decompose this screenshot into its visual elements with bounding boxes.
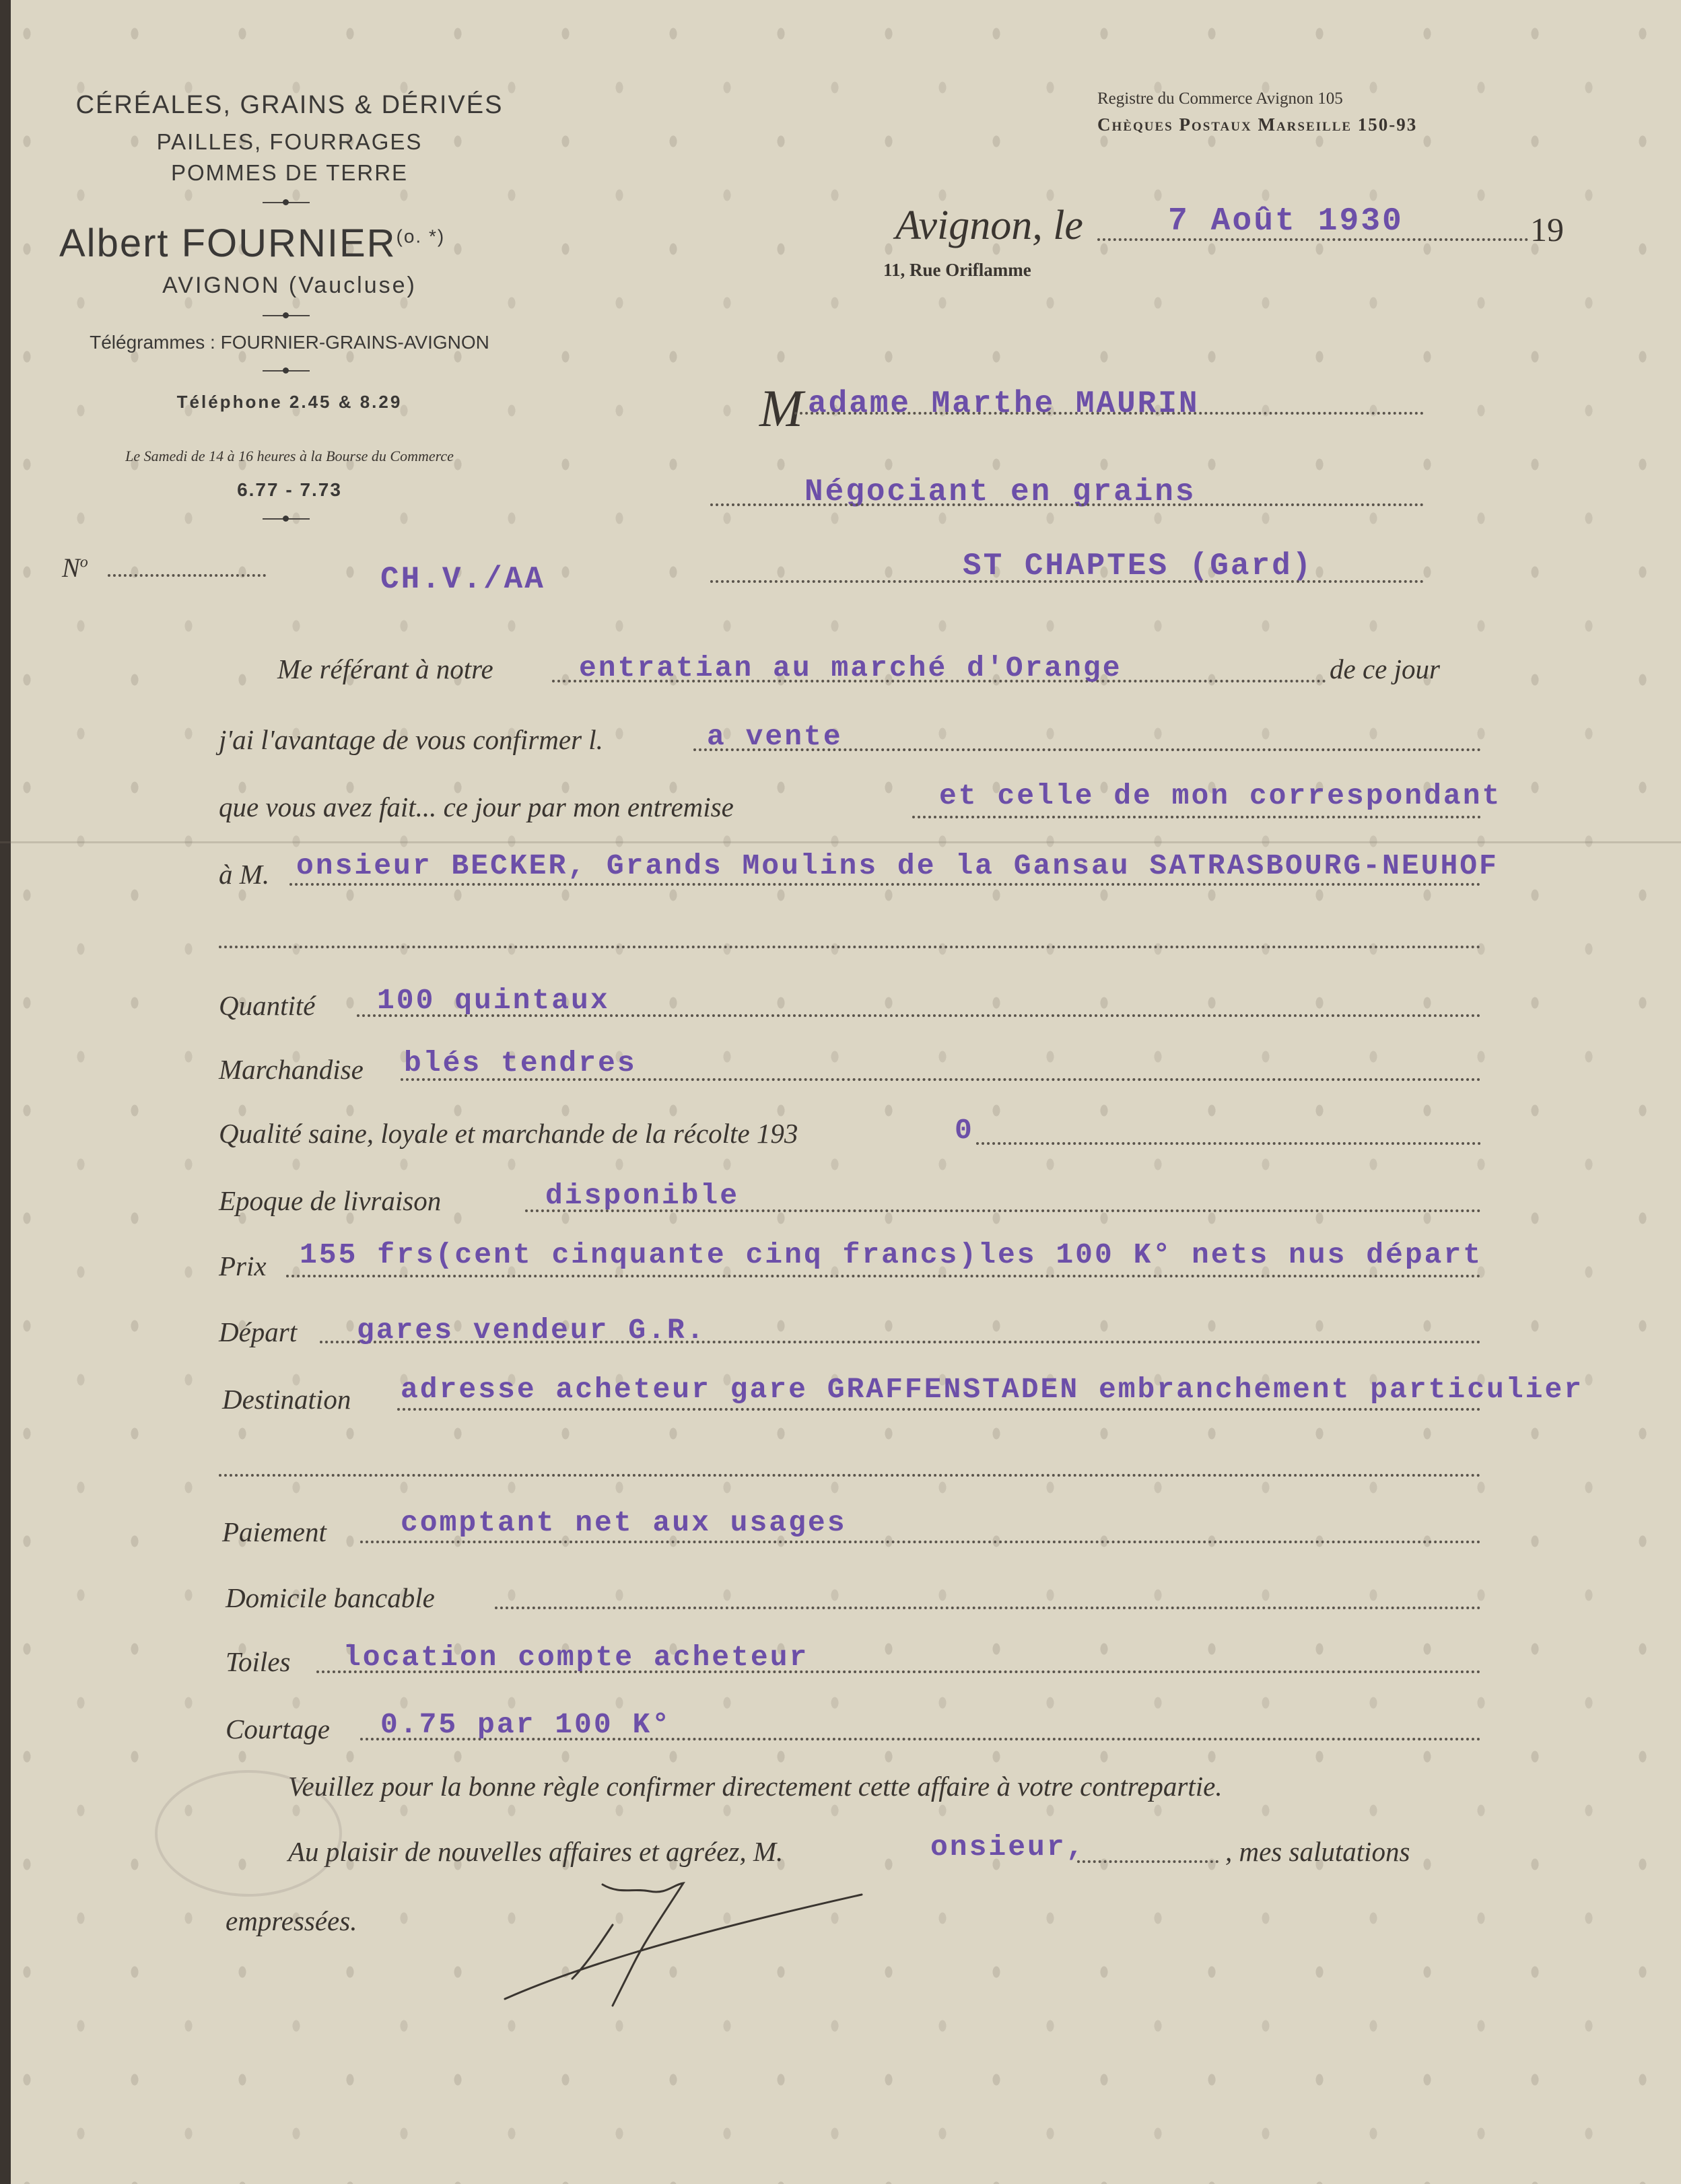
price-value: 155 frs(cent cinquante cinq francs)les 100 K° nets nus départ [300, 1238, 1483, 1271]
destination-label: Destination [222, 1384, 351, 1415]
closing-salutation-value: onsieur, [930, 1831, 1086, 1864]
trade-register: Registre du Commerce Avignon 105 [1097, 90, 1343, 108]
price-label: Prix [219, 1250, 267, 1281]
payment-label: Paiement [222, 1516, 327, 1547]
goods-label: Marchandise [219, 1054, 364, 1085]
telephone: Téléphone 2.45 & 8.29 [176, 392, 403, 412]
street-address: 11, Rue Oriflamme [883, 260, 1031, 280]
body-intro-value: entratian au marché d'Orange [579, 651, 1122, 684]
fold-line [0, 841, 1681, 843]
ornament-divider [263, 370, 310, 372]
date-value: 7 Août 1930 [1168, 203, 1404, 240]
scan-edge [0, 0, 11, 2184]
payment-value: comptant net aux usages [401, 1506, 847, 1539]
telegram-address: Télégrammes : FOURNIER-GRAINS-AVIGNON [90, 332, 489, 353]
goods-value: blés tendres [404, 1047, 637, 1080]
number-label [62, 552, 88, 584]
body-made-label: que vous avez fait... ce jour par mon entremise [219, 791, 734, 822]
field-dotted-line-blank [219, 1474, 1481, 1477]
letterhead-line-3: POMMES DE TERRE [170, 160, 409, 185]
bags-label: Toiles [226, 1646, 291, 1677]
field-dotted-line [495, 1607, 1481, 1609]
decoration-mark: (o. *) [396, 225, 446, 247]
postal-cheques: Chèques Postaux Marseille 150-93 [1097, 114, 1418, 135]
field-dotted-line [397, 1408, 1481, 1411]
body-confirm-value: a vente [707, 720, 843, 753]
departure-label: Départ [219, 1316, 298, 1347]
recipient-initial: M [759, 379, 803, 437]
ornament-divider [263, 202, 310, 203]
quantity-label: Quantité [219, 990, 316, 1021]
date-place: Avignon, le [895, 203, 1083, 248]
body-dotted-line-blank [219, 946, 1481, 948]
destination-value: adresse acheteur gare GRAFFENSTADEN embranchement particulier [401, 1373, 1584, 1406]
body-to-label: à M. [219, 859, 270, 890]
body-intro-label: Me référant à notre [277, 654, 493, 684]
recipient-name: adame Marthe MAURIN [808, 386, 1200, 421]
recipient-line [710, 580, 1424, 583]
body-dotted-line [912, 816, 1481, 818]
ornament-divider [263, 518, 310, 520]
field-dotted-line [360, 1541, 1481, 1543]
recipient-place: ST CHAPTES (Gard) [963, 549, 1313, 584]
closing-dotted-line [1077, 1860, 1219, 1863]
body-dotted-line [289, 883, 1481, 886]
number-label-text: N [62, 553, 80, 583]
quantity-value: 100 quintaux [377, 984, 610, 1017]
bags-value: location compte acheteur [343, 1641, 809, 1674]
company-name-text: Albert FOURNIER [59, 221, 397, 265]
closing-final: empressées. [226, 1905, 357, 1936]
body-to-value: onsieur BECKER, Grands Moulins de la Gansau SATRASBOURG-NEUHOF [296, 849, 1499, 882]
closing-confirm: Veuillez pour la bonne règle confirmer directement cette affaire à votre contrepartie. [288, 1771, 1223, 1802]
brokerage-value: 0.75 par 100 K° [380, 1708, 672, 1741]
letterhead-line-1: CÉRÉALES, GRAINS & DÉRIVÉS [75, 91, 504, 119]
quality-label: Qualité saine, loyale et marchande de la récolte 193 [219, 1118, 798, 1149]
bourse-telephone: 6.77 - 7.73 [237, 479, 342, 500]
reference-value: CH.V./AA [380, 562, 545, 597]
ornament-divider [263, 315, 310, 316]
company-city: AVIGNON (Vaucluse) [162, 273, 417, 298]
closing-salutations: , mes salutations [1225, 1836, 1410, 1867]
body-intro-suffix: de ce jour [1330, 654, 1440, 684]
faded-stamp [155, 1770, 342, 1897]
delivery-value: disponible [545, 1179, 740, 1212]
saturday-hours: Le Samedi de 14 à 16 heures à la Bourse du Commerce [125, 448, 454, 464]
number-line [108, 574, 266, 577]
bank-label: Domicile bancable [226, 1582, 435, 1613]
quality-value: 0 [955, 1114, 974, 1147]
number-label-sup: o [79, 553, 88, 571]
company-name [59, 221, 445, 266]
recipient-title: Négociant en grains [804, 474, 1196, 509]
body-made-value: et celle de mon correspondant [939, 779, 1502, 812]
recipient-line [794, 412, 1424, 415]
body-confirm-label: j'ai l'avantage de vous confirmer l. [219, 724, 603, 755]
recipient-line [710, 503, 1424, 506]
field-dotted-line [976, 1142, 1481, 1145]
closing-pleasure-label: Au plaisir de nouvelles affaires et agréez, M. [288, 1836, 784, 1867]
brokerage-label: Courtage [226, 1714, 330, 1745]
letterhead-line-2: PAILLES, FOURRAGES [156, 129, 423, 154]
field-dotted-line [286, 1275, 1481, 1277]
delivery-label: Epoque de livraison [219, 1185, 442, 1216]
departure-value: gares vendeur G.R. [357, 1314, 706, 1347]
date-century: 19 [1530, 211, 1564, 248]
signature [465, 1864, 882, 2026]
